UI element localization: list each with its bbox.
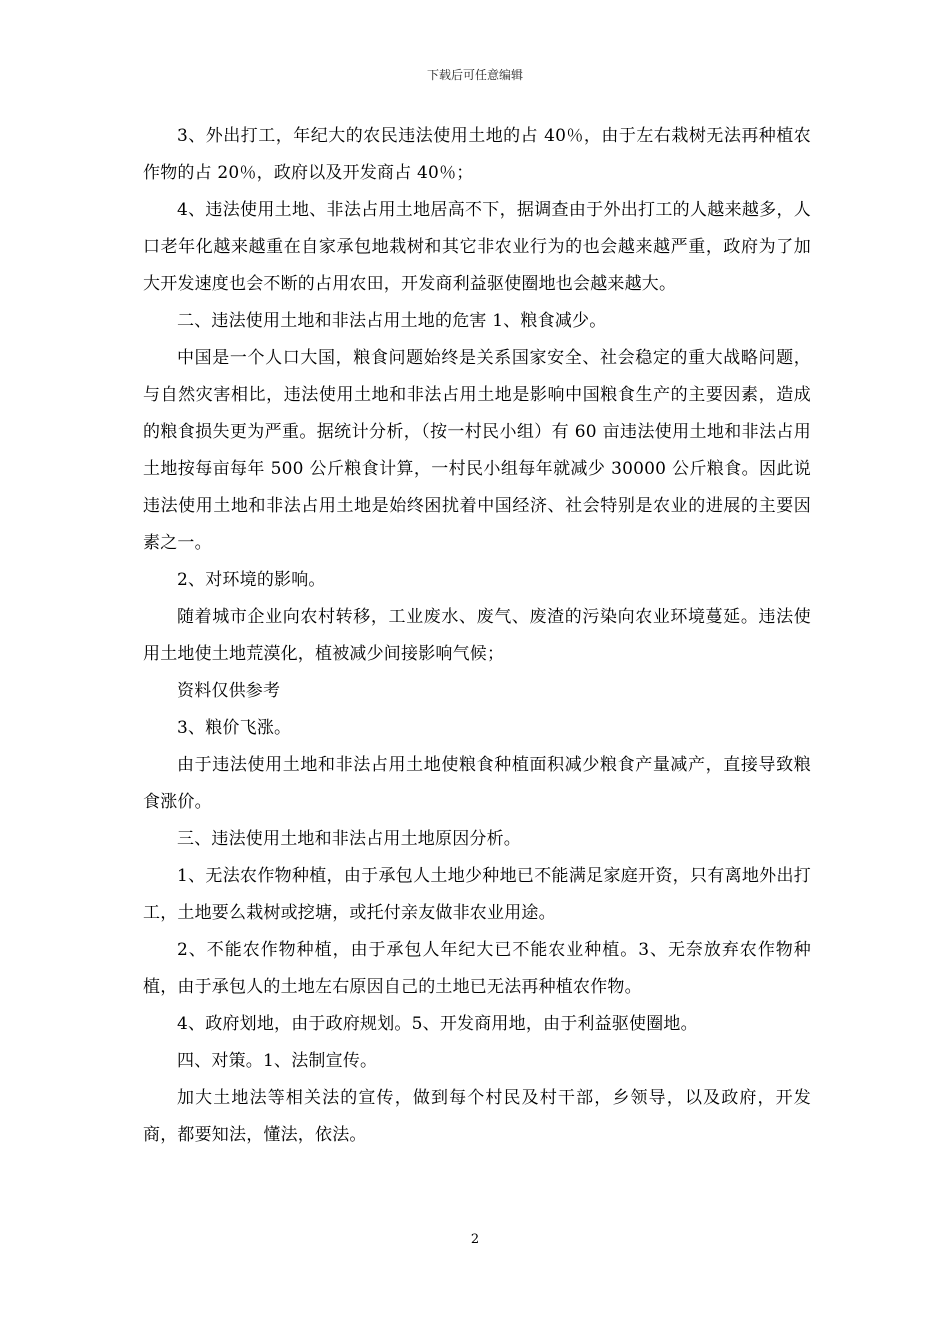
- page-header: 下载后可任意编辑: [426, 68, 523, 82]
- section-heading: 二、违法使用土地和非法占用土地的危害 1、粮食减少。: [177, 311, 607, 331]
- page-number: 2: [470, 1232, 480, 1247]
- subheading: 3、粮价飞涨。: [177, 718, 292, 738]
- paragraph: 随着城市企业向农村转移，工业废水、废气、废渣的污染向农业环境蔓延。违法使用土地使土地荒漠化，植被减少间接影响气候；: [143, 607, 811, 664]
- paragraph: 1、无法农作物种植，由于承包人土地少种地已不能满足家庭开资，只有离地外出打工，土地要么栽树或挖塘，或托付亲友做非农业用途。: [143, 866, 811, 923]
- document-body: [143, 118, 811, 1154]
- paragraph: 2、不能农作物种植，由于承包人年纪大已不能农业种植。3、无奈放弃农作物种植，由于承包人的土地左右原因自己的土地已无法再种植农作物。: [143, 940, 811, 997]
- paragraph: 中国是一个人口大国，粮食问题始终是关系国家安全、社会稳定的重大战略问题，与自然灾害相比，违法使用土地和非法占用土地是影响中国粮食生产的主要因素，造成的粮食损失更为严重。据统计分析，（按一村民小组）有 60 亩违法使用土地和非法占用土地按每亩每年 500 公斤粮食计算，一村民小组每年就减少 30000 公斤粮食。因此说违法使用土地和非法占用土地是始终困扰着中国经济、社会特别是农业的进展的主要因素之一。: [143, 348, 811, 553]
- paragraph: 4、政府划地，由于政府规划。5、开发商用地，由于利益驱使圈地。: [177, 1014, 698, 1034]
- paragraph: 加大土地法等相关法的宣传，做到每个村民及村干部，乡领导，以及政府，开发商，都要知法，懂法，依法。: [143, 1088, 811, 1145]
- note: 资料仅供参考: [177, 681, 281, 701]
- paragraph: 4、违法使用土地、非法占用土地居高不下，据调查由于外出打工的人越来越多，人口老年化越来越重在自家承包地栽树和其它非农业行为的也会越来越严重，政府为了加大开发速度也会不断的占用农田，开发商利益驱使圈地也会越来越大。: [143, 200, 811, 294]
- paragraph: 由于违法使用土地和非法占用土地使粮食种植面积减少粮食产量减产，直接导致粮食涨价。: [143, 755, 811, 812]
- section-heading: 三、违法使用土地和非法占用土地原因分析。: [177, 829, 521, 849]
- section-heading: 四、对策。1、法制宣传。: [177, 1051, 378, 1071]
- subheading: 2、对环境的影响。: [177, 570, 326, 590]
- paragraph: 3、外出打工，年纪大的农民违法使用土地的占 40％，由于左右栽树无法再种植农作物的占 20％，政府以及开发商占 40％；: [143, 126, 811, 183]
